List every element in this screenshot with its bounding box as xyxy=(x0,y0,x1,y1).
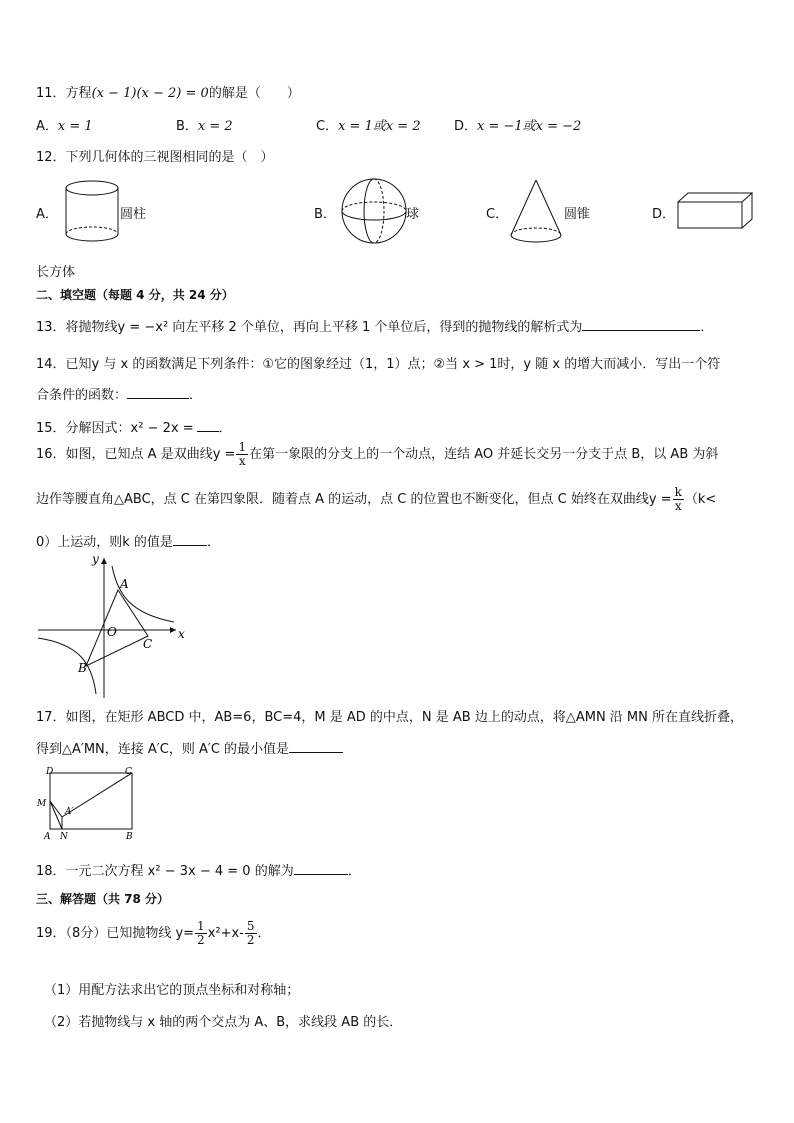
q16-hyperbola-figure xyxy=(36,552,196,700)
q12-option-d-letter: D． xyxy=(652,207,676,222)
q12-option-a-letter: A． xyxy=(36,207,58,222)
q17-rectangle-figure xyxy=(34,764,144,844)
q15: 15．分解因式：x² − 2x = ． xyxy=(36,421,232,436)
q16-fig-label-c: C xyxy=(143,637,153,651)
q11-option-c[interactable]: C．x = 1或x = 2 xyxy=(316,119,421,134)
q16-fraction-1: $\frac{1}{x}$ xyxy=(238,440,247,468)
q16-line1: 16．如图，已知点 A 是双曲线y = $\frac{1}{x}$ 在第一象限的分支上的一个动点，连结 AO 并延长交另一分支于点 B，以 AB 为斜 xyxy=(36,440,719,468)
q11-option-b[interactable]: B．x = 2 xyxy=(176,119,233,134)
q17-fig-label-n: N xyxy=(60,832,68,842)
cone-icon[interactable] xyxy=(506,178,566,246)
q18: 18．一元二次方程 x² − 3x − 4 = 0 的解为 ． xyxy=(36,864,361,879)
q12-number: 12． xyxy=(36,150,66,165)
q16-fig-label-x: x xyxy=(178,627,185,641)
q19-sub1: （1）用配方法求出它的顶点坐标和对称轴； xyxy=(44,983,300,998)
q11-option-a[interactable]: A．x = 1 xyxy=(36,119,93,134)
q12-option-b-label: 球 xyxy=(406,207,420,222)
q12-option-c-letter: C． xyxy=(486,207,509,222)
q17-fig-label-a: A xyxy=(44,832,51,842)
q11-stem: 11．方程(x − 1)(x − 2) = 0的解是（ ） xyxy=(36,86,300,101)
q14-answer-blank[interactable] xyxy=(127,386,189,399)
q17-fig-label-a2: A′ xyxy=(65,807,74,817)
q14-line2: 合条件的函数： ． xyxy=(36,388,203,403)
q11-number: 11． xyxy=(36,86,66,101)
q13-answer-blank[interactable] xyxy=(582,318,700,331)
q17-line1: 17．如图，在矩形 ABCD 中，AB=6，BC=4，M 是 AD 的中点，N 是 AB 边上的动点，将△AMN 沿 MN 所在直线折叠， xyxy=(36,710,744,725)
q17-fig-label-m: M xyxy=(37,799,47,809)
q18-answer-blank[interactable] xyxy=(294,862,348,875)
q12-stem: 12．下列几何体的三视图相同的是（ ） xyxy=(36,150,274,165)
q17-line2: 得到△A′MN，连接 A′C，则 A′C 的最小值是 xyxy=(36,738,343,757)
q16-line3: 0）上运动，则k 的值是 ． xyxy=(36,535,220,550)
cylinder-icon[interactable] xyxy=(62,178,122,244)
q19-stem: 19．（8分）已知抛物线 y= $\frac{1}{2}$ x²+x- $\frac{5}{2}$ ． xyxy=(36,919,271,947)
sphere-icon[interactable] xyxy=(338,177,410,245)
q13: 13．将抛物线y = −x² 向左平移 2 个单位，再向上平移 1 个单位后，得到的抛物线的解析式为 ． xyxy=(36,320,714,335)
cuboid-icon[interactable] xyxy=(674,190,756,232)
q14-line1: 14．已知y 与 x 的函数满足下列条件：①它的图象经过（1，1）点；②当 x > 1时，y 随 x 的增大而减小．写出一个符 xyxy=(36,357,721,372)
q12-option-a-label: 圆柱 xyxy=(120,207,147,222)
q16-fraction-2: $\frac{k}{x}$ xyxy=(674,485,682,513)
section-3-title: 三、解答题（共 78 分） xyxy=(36,892,170,906)
section-2-title: 二、填空题（每题 4 分，共 24 分） xyxy=(36,288,234,302)
q16-answer-blank[interactable] xyxy=(173,533,207,546)
q12-option-d-label: 长方体 xyxy=(36,265,76,280)
q16-fig-label-o: O xyxy=(107,625,117,639)
q16-fig-label-a: A xyxy=(120,577,129,591)
q11-option-d[interactable]: D．x = −1或x = −2 xyxy=(454,119,582,134)
q12-option-c-label: 圆锥 xyxy=(564,207,591,222)
q16-line2: 边作等腰直角△ABC，点 C 在第四象限．随着点 A 的运动，点 C 的位置也不断变化，但点 C 始终在双曲线y = $\frac{k}{x}$ （k< xyxy=(36,485,717,513)
q17-fig-label-d: D xyxy=(46,767,54,777)
q17-answer-blank[interactable] xyxy=(289,740,343,753)
q19-sub2: （2）若抛物线与 x 轴的两个交点为 A、B，求线段 AB 的长． xyxy=(44,1015,403,1030)
q11-equation: (x − 1)(x − 2) = 0 xyxy=(91,86,209,101)
q16-fig-label-b: B xyxy=(78,661,87,675)
q17-fig-label-b: B xyxy=(126,832,133,842)
q17-fig-label-c: C xyxy=(125,767,132,777)
q12-option-b-letter: B． xyxy=(314,207,336,222)
q19-fraction-2: $\frac{5}{2}$ xyxy=(246,919,255,947)
q16-fig-label-y: y xyxy=(92,552,99,566)
q15-answer-blank[interactable] xyxy=(197,419,219,432)
q19-fraction-1: $\frac{1}{2}$ xyxy=(197,919,205,947)
